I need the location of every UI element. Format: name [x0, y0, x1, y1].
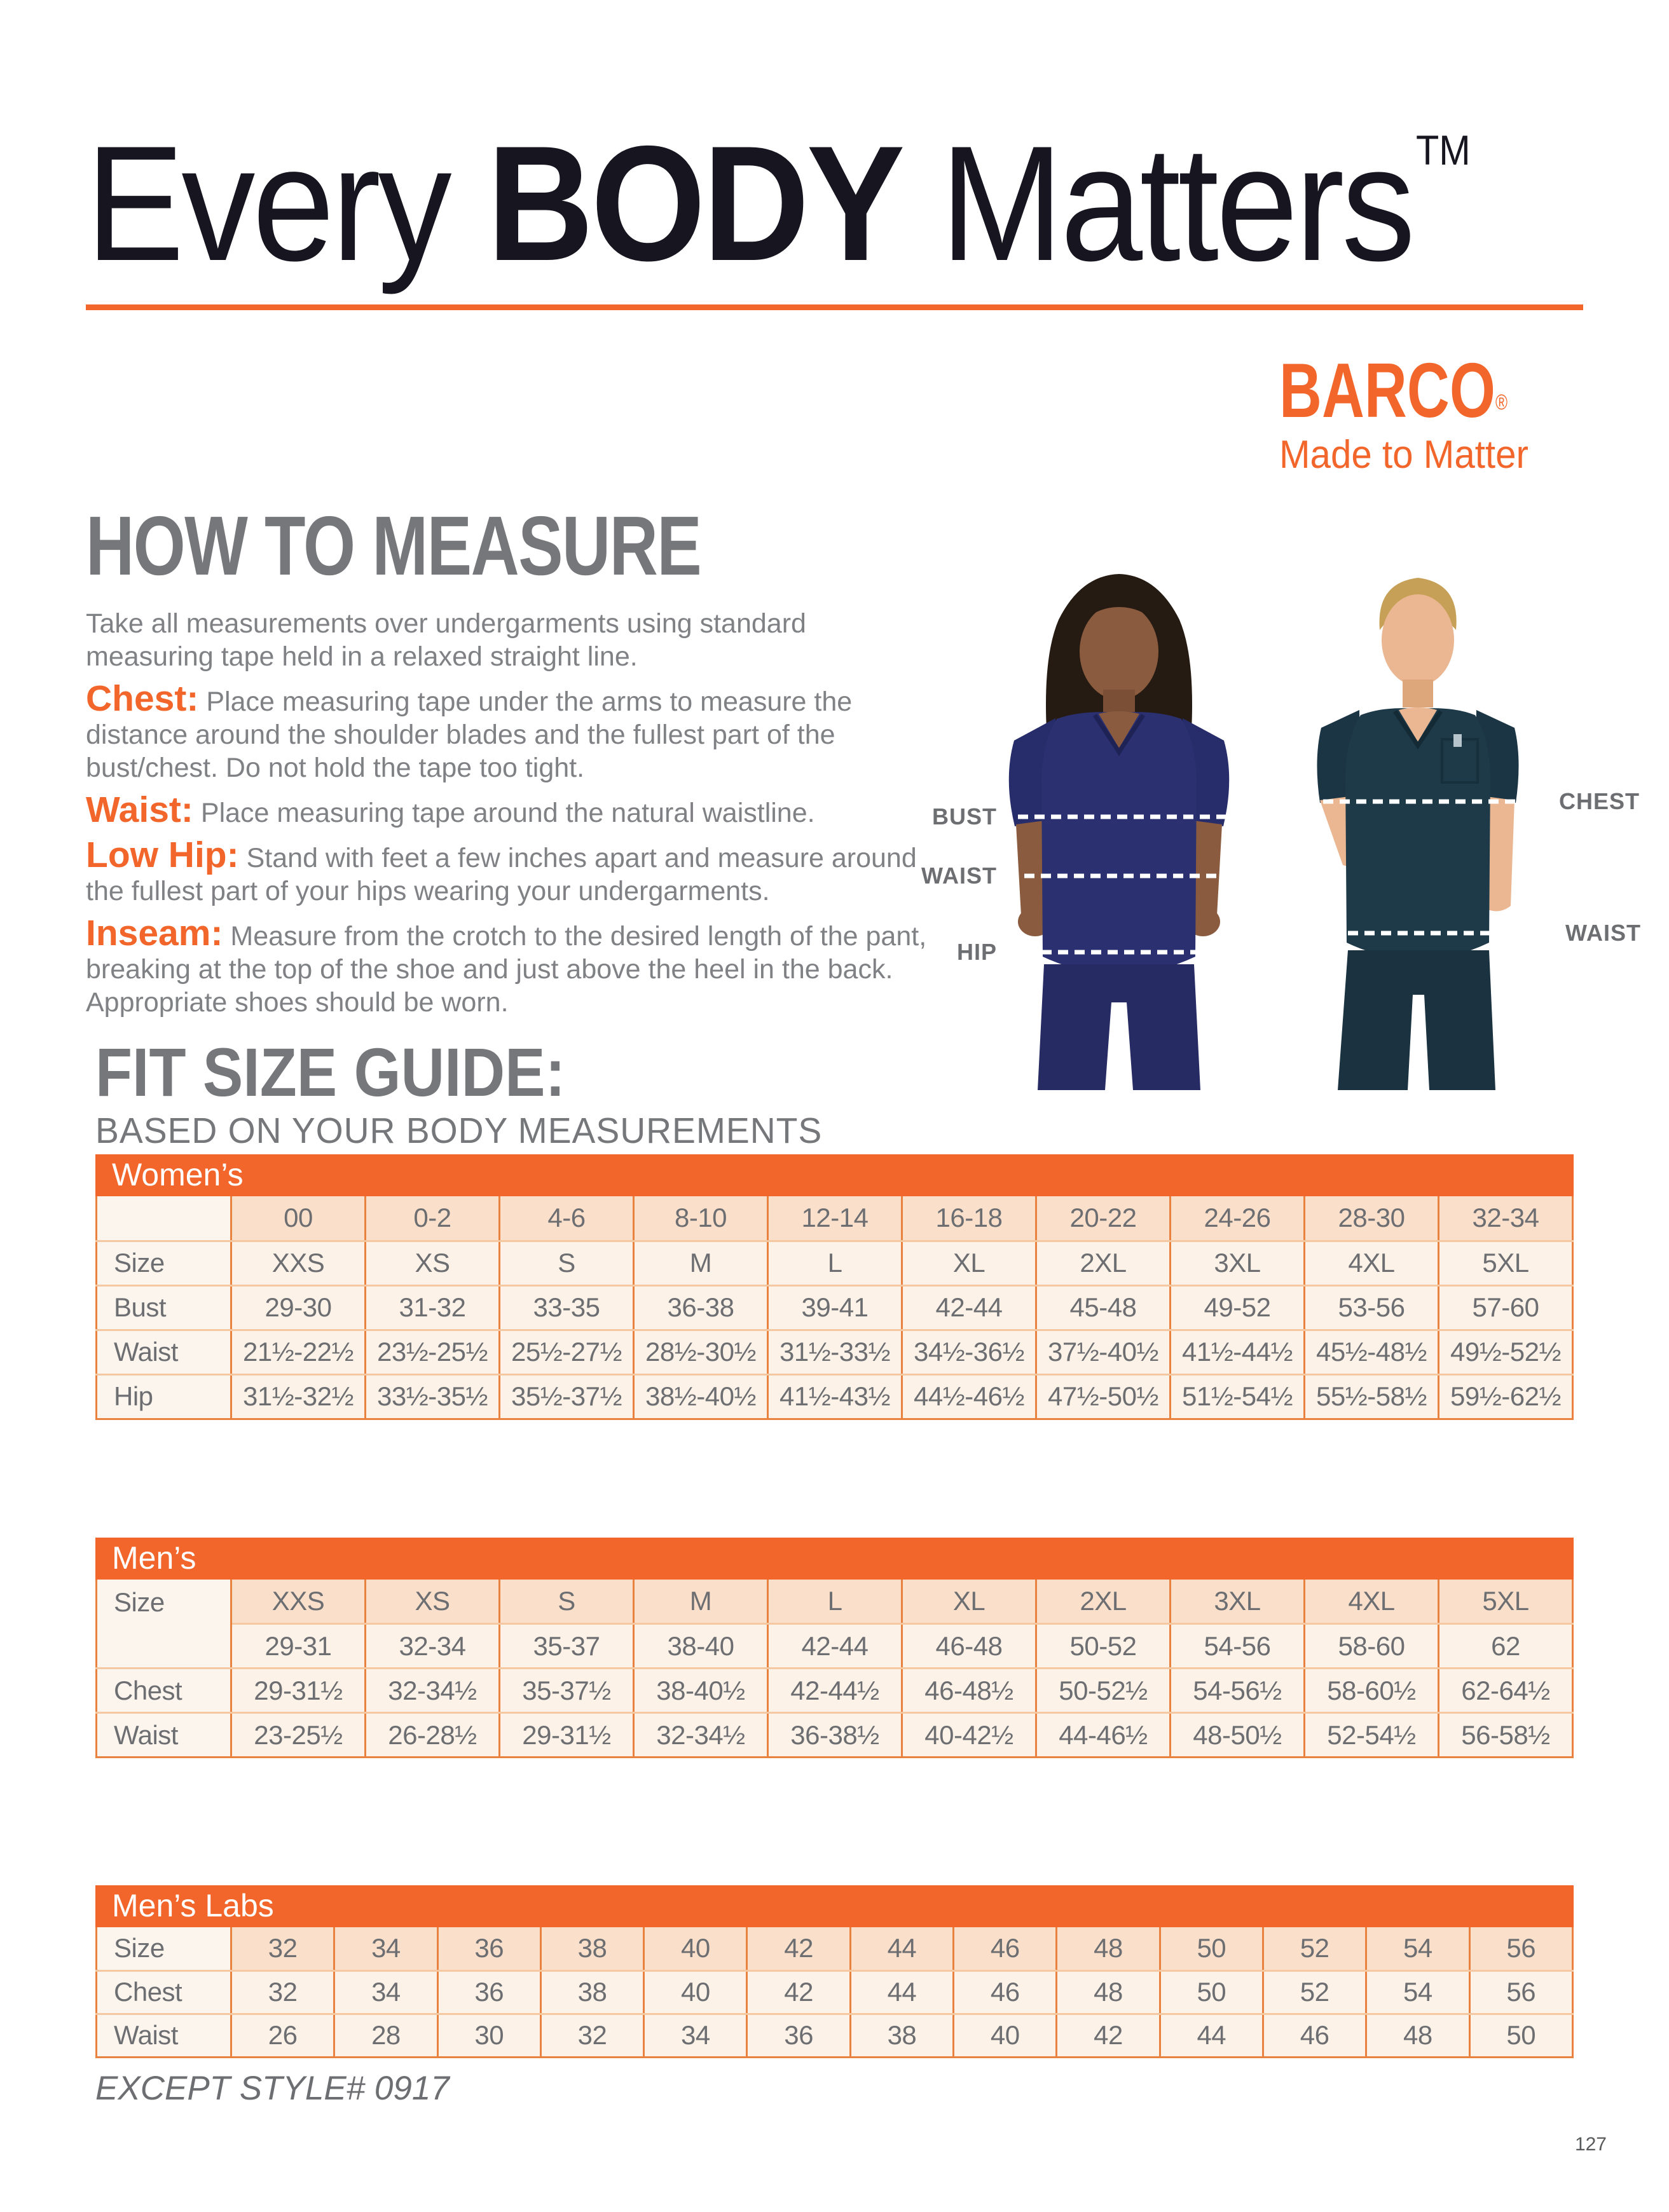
- table-cell: 53-56: [1305, 1285, 1439, 1330]
- row-label: Hip: [97, 1374, 231, 1419]
- table-cell: 28: [334, 2014, 437, 2057]
- table-cell: 54-56½: [1171, 1669, 1305, 1713]
- row-label: Chest: [97, 1669, 231, 1713]
- table-cell: 56-58½: [1439, 1713, 1573, 1758]
- table-cell: 23-25½: [231, 1713, 366, 1758]
- measure-item-label: Waist:: [86, 789, 193, 830]
- table-cell: 41½-43½: [768, 1374, 902, 1419]
- table-cell: 57-60: [1439, 1285, 1573, 1330]
- table-row: [97, 1285, 1573, 1330]
- table-cell: 32-34: [366, 1624, 500, 1669]
- table-cell: 16-18: [902, 1196, 1036, 1241]
- table-cell: 34: [334, 1927, 437, 1970]
- fit-size-guide-subheading: BASED ON YOUR BODY MEASUREMENTS: [95, 1110, 823, 1151]
- table-cell: 33½-35½: [366, 1374, 500, 1419]
- fit-size-guide-heading: FIT SIZE GUIDE:: [95, 1034, 566, 1110]
- table-cell: 42: [1057, 2014, 1160, 2057]
- table-cell: 34½-36½: [902, 1330, 1036, 1374]
- table-cell: 32-34: [1439, 1196, 1573, 1241]
- table-cell: 2XL: [1036, 1580, 1171, 1624]
- table-title: Men’s Labs: [112, 1888, 274, 1923]
- table-cell: 29-31: [231, 1624, 366, 1669]
- table-row: [97, 1241, 1573, 1285]
- table-cell: 37½-40½: [1036, 1330, 1171, 1374]
- page-number: 127: [1574, 2134, 1607, 2155]
- row-label: Size: [97, 1580, 231, 1669]
- row-label: Waist: [97, 1330, 231, 1374]
- table-cell: 3XL: [1171, 1241, 1305, 1285]
- table-cell: 48: [1057, 1927, 1160, 1970]
- table-cell: 46: [1263, 2014, 1366, 2057]
- table-cell: 40-42½: [902, 1713, 1036, 1758]
- table-cell: 4-6: [500, 1196, 634, 1241]
- table-cell: 49-52: [1171, 1285, 1305, 1330]
- mens-size-table: [95, 1580, 1574, 1759]
- table-cell: 35½-37½: [500, 1374, 634, 1419]
- table-cell: XXS: [231, 1580, 366, 1624]
- table-cell: 36: [747, 2014, 850, 2057]
- table-cell: L: [768, 1580, 902, 1624]
- title-light: Matters: [902, 111, 1413, 295]
- row-label: [97, 1196, 231, 1241]
- table-cell: 42-44: [768, 1624, 902, 1669]
- table-cell: 40: [644, 1927, 747, 1970]
- table-cell: S: [500, 1241, 634, 1285]
- table-cell: 52: [1263, 1927, 1366, 1970]
- table-cell: 54: [1366, 1927, 1469, 1970]
- table-cell: 34: [644, 2014, 747, 2057]
- measure-item-text: Place measuring tape under the arms to measure the distance around the shoulder blades and the fullest part of the bust/chest. Do not hold the tape too tight.: [86, 686, 853, 783]
- table-cell: 28½-30½: [634, 1330, 768, 1374]
- table-cell: S: [500, 1580, 634, 1624]
- measure-item-waist: [86, 789, 951, 830]
- barco-logo: [1279, 347, 1579, 477]
- table-cell: 20-22: [1036, 1196, 1171, 1241]
- table-cell: 54-56: [1171, 1624, 1305, 1669]
- measure-item-label: Chest:: [86, 678, 199, 719]
- table-cell: XL: [902, 1241, 1036, 1285]
- table-cell: 38-40: [634, 1624, 768, 1669]
- table-cell: 32: [540, 2014, 643, 2057]
- table-cell: 44-46½: [1036, 1713, 1171, 1758]
- table-row: [97, 2014, 1573, 2057]
- table-header-womens: [95, 1154, 1574, 1196]
- table-cell: 8-10: [634, 1196, 768, 1241]
- table-cell: 54: [1366, 1970, 1469, 2014]
- measurement-figure: [890, 550, 1669, 1090]
- table-row: [97, 1330, 1573, 1374]
- table-cell: 42-44½: [768, 1669, 902, 1713]
- table-row: [97, 1669, 1573, 1713]
- table-cell: 48: [1366, 2014, 1469, 2057]
- table-cell: 29-31½: [500, 1713, 634, 1758]
- table-cell: 48: [1057, 1970, 1160, 2014]
- measure-item-low-hip: [86, 835, 951, 908]
- womens-size-table: [95, 1196, 1574, 1420]
- table-cell: 59½-62½: [1439, 1374, 1573, 1419]
- table-cell: 29-31½: [231, 1669, 366, 1713]
- waist-left-label: WAIST: [921, 863, 997, 889]
- table-cell: 35-37: [500, 1624, 634, 1669]
- row-label: Size: [97, 1241, 231, 1285]
- table-cell: 52: [1263, 1970, 1366, 2014]
- table-cell: 36: [437, 1970, 540, 2014]
- table-cell: 40: [954, 2014, 1057, 2057]
- row-label: Waist: [97, 1713, 231, 1758]
- man-figure: [1317, 578, 1518, 1090]
- womens-size-table-section: [95, 1154, 1574, 1420]
- table-cell: 40: [644, 1970, 747, 2014]
- table-cell: 3XL: [1171, 1580, 1305, 1624]
- table-cell: 50: [1160, 1970, 1263, 2014]
- row-label: Bust: [97, 1285, 231, 1330]
- table-cell: 26: [231, 2014, 334, 2057]
- table-cell: 58-60: [1305, 1624, 1439, 1669]
- measure-item-label: Low Hip:: [86, 835, 239, 875]
- table-cell: 31½-33½: [768, 1330, 902, 1374]
- style-exception-footnote: EXCEPT STYLE# 0917: [95, 2069, 450, 2107]
- table-cell: 24-26: [1171, 1196, 1305, 1241]
- table-cell: 45-48: [1036, 1285, 1171, 1330]
- table-cell: 38: [540, 1970, 643, 2014]
- table-cell: XS: [366, 1241, 500, 1285]
- hip-label: HIP: [956, 939, 997, 965]
- measure-item-text: Stand with feet a few inches apart and measure around the fullest part of your hips wearing your undergarments.: [86, 843, 917, 906]
- how-to-measure-heading: HOW TO MEASURE: [86, 499, 701, 592]
- table-row: [97, 1196, 1573, 1241]
- table-cell: 32-34½: [366, 1669, 500, 1713]
- mens-labs-size-table-section: [95, 1885, 1574, 2058]
- table-cell: 50-52: [1036, 1624, 1171, 1669]
- table-cell: XS: [366, 1580, 500, 1624]
- accent-rule: [86, 304, 1583, 310]
- table-cell: 52-54½: [1305, 1713, 1439, 1758]
- row-label: Size: [97, 1927, 231, 1970]
- table-cell: 36-38: [634, 1285, 768, 1330]
- table-cell: XL: [902, 1580, 1036, 1624]
- table-cell: 45½-48½: [1305, 1330, 1439, 1374]
- table-cell: 29-30: [231, 1285, 366, 1330]
- table-cell: 5XL: [1439, 1580, 1573, 1624]
- mens-size-table-section: [95, 1538, 1574, 1759]
- registered-symbol: ®: [1495, 390, 1508, 414]
- table-row: [97, 1927, 1573, 1970]
- table-cell: 42-44: [902, 1285, 1036, 1330]
- title-light: Every: [86, 111, 488, 295]
- table-cell: 50-52½: [1036, 1669, 1171, 1713]
- table-cell: 4XL: [1305, 1241, 1439, 1285]
- page-title: [86, 67, 1511, 295]
- table-cell: 62-64½: [1439, 1669, 1573, 1713]
- table-cell: 31-32: [366, 1285, 500, 1330]
- woman-figure: [1009, 574, 1230, 1090]
- table-cell: 55½-58½: [1305, 1374, 1439, 1419]
- measure-intro: Take all measurements over undergarments using standard measuring tape held in a relaxed straight line.: [86, 608, 806, 672]
- measure-item-label: Inseam:: [86, 913, 223, 953]
- table-title: Women’s: [112, 1157, 244, 1192]
- table-title: Men’s: [112, 1540, 196, 1576]
- table-cell: 44: [850, 1927, 953, 1970]
- table-cell: 46: [954, 1970, 1057, 2014]
- table-cell: 28-30: [1305, 1196, 1439, 1241]
- table-cell: 56: [1469, 1927, 1572, 1970]
- table-cell: 47½-50½: [1036, 1374, 1171, 1419]
- table-cell: 33-35: [500, 1285, 634, 1330]
- measure-item-text: Place measuring tape around the natural waistline.: [200, 798, 815, 828]
- table-cell: 0-2: [366, 1196, 500, 1241]
- table-cell: M: [634, 1241, 768, 1285]
- table-row: [97, 1970, 1573, 2014]
- table-cell: 30: [437, 2014, 540, 2057]
- table-cell: 23½-25½: [366, 1330, 500, 1374]
- table-cell: 25½-27½: [500, 1330, 634, 1374]
- mens-labs-size-table: [95, 1927, 1574, 2058]
- table-cell: XXS: [231, 1241, 366, 1285]
- table-cell: 00: [231, 1196, 366, 1241]
- table-cell: 62: [1439, 1624, 1573, 1669]
- barco-logo-name: [1279, 347, 1508, 434]
- title-bold: BODY: [487, 111, 902, 295]
- table-cell: 51½-54½: [1171, 1374, 1305, 1419]
- models-illustration: [890, 550, 1669, 1090]
- row-label: Chest: [97, 1970, 231, 2014]
- table-cell: 46: [954, 1927, 1057, 1970]
- table-cell: 56: [1469, 1970, 1572, 2014]
- table-cell: M: [634, 1580, 768, 1624]
- measure-item-inseam: [86, 913, 951, 1019]
- table-cell: 58-60½: [1305, 1669, 1439, 1713]
- row-label: Waist: [97, 2014, 231, 2057]
- table-cell: 39-41: [768, 1285, 902, 1330]
- trademark-symbol: TM: [1415, 126, 1471, 174]
- table-cell: 38-40½: [634, 1669, 768, 1713]
- table-cell: 44½-46½: [902, 1374, 1036, 1419]
- table-cell: 21½-22½: [231, 1330, 366, 1374]
- table-cell: L: [768, 1241, 902, 1285]
- table-cell: 32-34½: [634, 1713, 768, 1758]
- measure-item-chest: [86, 678, 951, 784]
- barco-tagline: Made to Matter: [1279, 433, 1528, 477]
- table-cell: 36-38½: [768, 1713, 902, 1758]
- table-cell: 5XL: [1439, 1241, 1573, 1285]
- table-cell: 48-50½: [1171, 1713, 1305, 1758]
- table-cell: 41½-44½: [1171, 1330, 1305, 1374]
- waist-right-label: WAIST: [1565, 920, 1641, 946]
- table-cell: 50: [1160, 1927, 1263, 1970]
- table-row: [97, 1624, 1573, 1669]
- table-cell: 26-28½: [366, 1713, 500, 1758]
- table-cell: 2XL: [1036, 1241, 1171, 1285]
- logo-text: BARCO: [1279, 347, 1495, 434]
- table-row: [97, 1374, 1573, 1419]
- measure-item-text: Measure from the crotch to the desired length of the pant, breaking at the top of the shoe and just above the heel in the back. Appropriate shoes should be worn.: [86, 921, 927, 1018]
- table-header-mens: [95, 1538, 1574, 1580]
- table-cell: 34: [334, 1970, 437, 2014]
- table-row: [97, 1580, 1573, 1624]
- table-cell: 38½-40½: [634, 1374, 768, 1419]
- table-cell: 38: [540, 1927, 643, 1970]
- table-cell: 46-48½: [902, 1669, 1036, 1713]
- table-row: [97, 1713, 1573, 1758]
- table-cell: 36: [437, 1927, 540, 1970]
- table-cell: 12-14: [768, 1196, 902, 1241]
- table-cell: 4XL: [1305, 1580, 1439, 1624]
- table-cell: 31½-32½: [231, 1374, 366, 1419]
- table-cell: 42: [747, 1927, 850, 1970]
- table-cell: 44: [850, 1970, 953, 2014]
- table-cell: 32: [231, 1927, 334, 1970]
- table-header-mens-labs: [95, 1885, 1574, 1927]
- table-cell: 46-48: [902, 1624, 1036, 1669]
- table-cell: 49½-52½: [1439, 1330, 1573, 1374]
- table-cell: 44: [1160, 2014, 1263, 2057]
- bust-label: BUST: [932, 803, 997, 830]
- chest-label: CHEST: [1559, 788, 1640, 814]
- table-cell: 50: [1469, 2014, 1572, 2057]
- table-cell: 38: [850, 2014, 953, 2057]
- table-cell: 42: [747, 1970, 850, 2014]
- table-cell: 32: [231, 1970, 334, 2014]
- table-cell: 35-37½: [500, 1669, 634, 1713]
